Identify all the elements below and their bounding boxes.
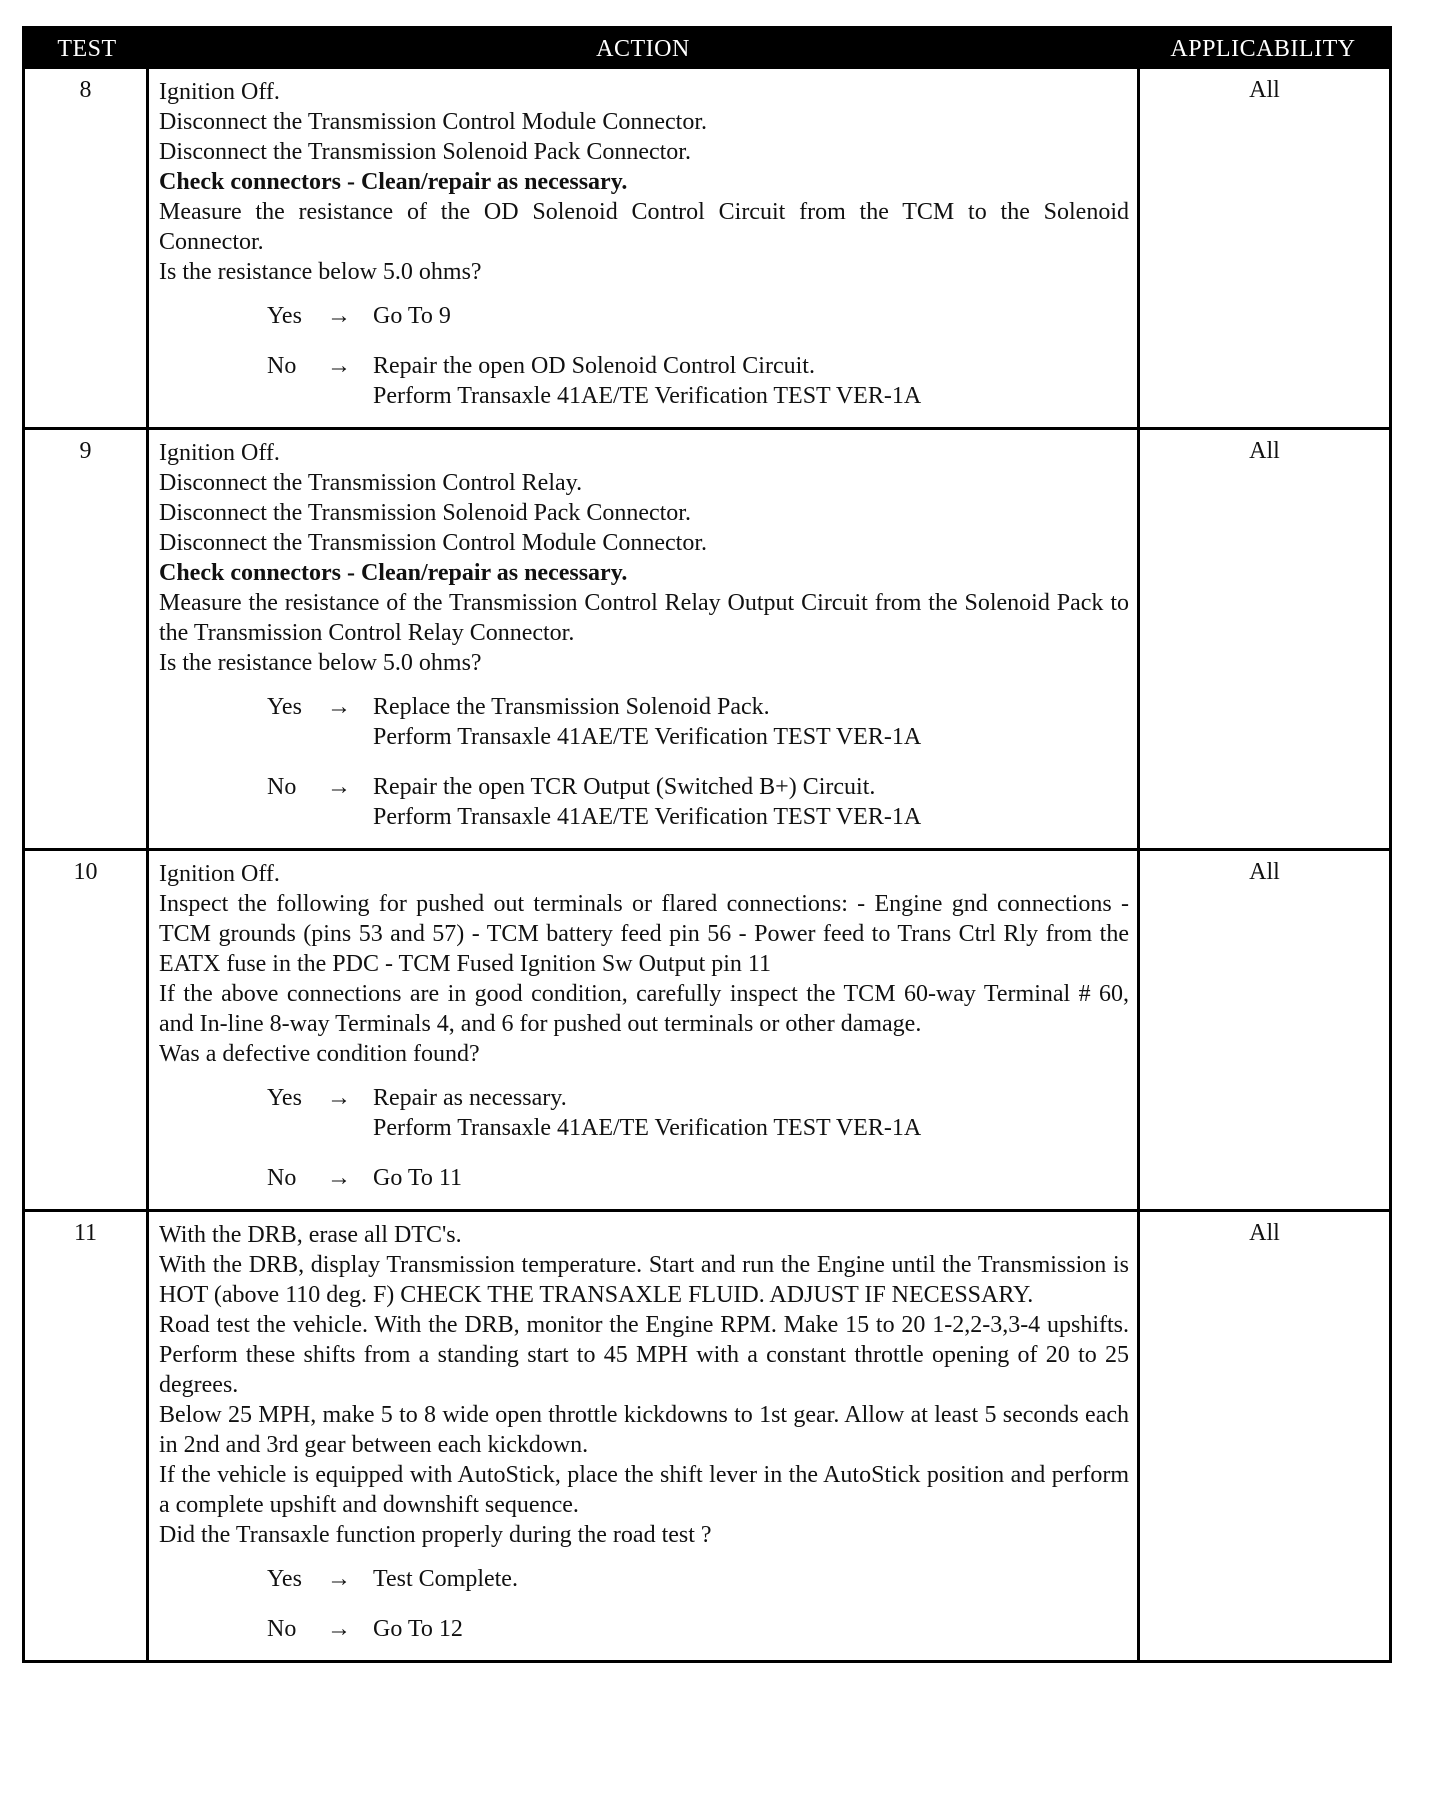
action-cell [149,1212,1137,1660]
test-number: 9 [25,430,149,848]
answer-instruction [373,1564,1129,1594]
action-line: Ignition Off. [159,79,280,105]
answer-instruction-line: Go To 11 [373,1165,462,1191]
answer-option [267,1614,1129,1644]
answer-label: No [267,1616,297,1642]
arrow-right-icon: → [327,1165,351,1191]
action-cell [149,69,1137,427]
answer-label: No [267,353,297,379]
table-row [25,848,1389,1209]
action-line: Inspect the following for pushed out terminals or flared connections: - Engine gnd connections - TCM grounds (pins 53 and 57) - TCM battery feed pin 56 - Power feed to Trans Ctrl Rly from the EATX fuse in the PDC - TCM Fused Ignition Sw Output pin 11 [159,891,1129,977]
answer-instruction [373,1083,1129,1143]
action-note-bold: Check connectors - Clean/repair as necessary. [159,169,628,195]
answer-instruction-line: Go To 12 [373,1616,463,1642]
answer-instruction-line: Repair as necessary. [373,1085,567,1111]
table-header [25,29,1389,69]
action-line: Disconnect the Transmission Control Module Connector. [159,109,707,135]
action-line: If the above connections are in good condition, carefully inspect the TCM 60-way Terminal # 60, and In-line 8-way Terminals 4, and 6 for pushed out terminals or other damage. [159,981,1129,1037]
action-note-bold: Check connectors - Clean/repair as necessary. [159,560,628,586]
answer-option [267,1083,1129,1143]
table-row [25,1209,1389,1660]
test-number: 10 [25,851,149,1209]
diagnostic-test-table [22,26,1392,1663]
arrow-right-icon: → [327,694,351,720]
applicability-value: All [1137,430,1389,848]
action-line: Ignition Off. [159,440,280,466]
applicability-value: All [1137,1212,1389,1660]
answer-option [267,692,1129,752]
action-line: Was a defective condition found? [159,1041,480,1067]
answer-instruction [373,692,1129,752]
answer-instruction-line: Perform Transaxle 41AE/TE Verification TEST VER-1A [373,724,922,750]
answer-instruction-line: Perform Transaxle 41AE/TE Verification TEST VER-1A [373,383,922,409]
answer-label: Yes [267,303,302,329]
answer-label: Yes [267,694,302,720]
action-line: With the DRB, display Transmission temperature. Start and run the Engine until the Transmission is HOT (above 110 deg. F) CHECK THE TRANSAXLE FLUID. ADJUST IF NECESSARY. [159,1252,1129,1308]
answer-instruction-line: Replace the Transmission Solenoid Pack. [373,694,770,720]
arrow-right-icon: → [327,1566,351,1592]
applicability-value: All [1137,851,1389,1209]
header-applicability: APPLICABILITY [1170,35,1356,62]
action-line: Did the Transaxle function properly during the road test ? [159,1522,712,1548]
answer-list [159,301,1129,419]
arrow-right-icon: → [327,303,351,329]
answer-list [159,1083,1129,1201]
action-line: Disconnect the Transmission Control Relay. [159,470,583,496]
answer-instruction [373,351,1129,411]
answer-label: Yes [267,1566,302,1592]
arrow-right-icon: → [327,1616,351,1642]
arrow-right-icon: → [327,1085,351,1111]
action-line: Disconnect the Transmission Control Module Connector. [159,530,707,556]
answer-label: No [267,774,297,800]
answer-option [267,351,1129,411]
answer-instruction [373,772,1129,832]
action-line: Ignition Off. [159,861,280,887]
answer-instruction [373,1614,1129,1644]
answer-option [267,1163,1129,1193]
action-cell [149,430,1137,848]
answer-instruction-line: Repair the open OD Solenoid Control Circuit. [373,353,815,379]
action-line: Is the resistance below 5.0 ohms? [159,650,482,676]
header-test: TEST [57,35,117,62]
arrow-right-icon: → [327,774,351,800]
answer-list [159,692,1129,840]
header-action: ACTION [596,35,690,62]
answer-list [159,1564,1129,1652]
action-line: With the DRB, erase all DTC's. [159,1222,462,1248]
action-line: Disconnect the Transmission Solenoid Pack Connector. [159,500,691,526]
table-body [25,69,1389,1660]
table-row [25,427,1389,848]
action-line: Is the resistance below 5.0 ohms? [159,259,482,285]
answer-option [267,772,1129,832]
arrow-right-icon: → [327,353,351,379]
action-cell [149,851,1137,1209]
answer-instruction [373,1163,1129,1193]
answer-instruction-line: Perform Transaxle 41AE/TE Verification TEST VER-1A [373,804,922,830]
action-line: Disconnect the Transmission Solenoid Pack Connector. [159,139,691,165]
action-line: If the vehicle is equipped with AutoStick, place the shift lever in the AutoStick position and perform a complete upshift and downshift sequence. [159,1462,1129,1518]
test-number: 11 [25,1212,149,1660]
answer-instruction-line: Perform Transaxle 41AE/TE Verification TEST VER-1A [373,1115,922,1141]
answer-option [267,1564,1129,1594]
action-line: Below 25 MPH, make 5 to 8 wide open throttle kickdowns to 1st gear. Allow at least 5 seconds each in 2nd and 3rd gear between each kickdown. [159,1402,1129,1458]
action-line: Measure the resistance of the Transmission Control Relay Output Circuit from the Solenoid Pack to the Transmission Control Relay Connector. [159,590,1129,646]
action-line: Measure the resistance of the OD Solenoid Control Circuit from the TCM to the Solenoid Connector. [159,199,1129,255]
action-line: Road test the vehicle. With the DRB, monitor the Engine RPM. Make 15 to 20 1-2,2-3,3-4 upshifts. Perform these shifts from a standing start to 45 MPH with a constant throttle opening of 20 to 25 degrees. [159,1312,1129,1398]
answer-instruction-line: Repair the open TCR Output (Switched B+) Circuit. [373,774,876,800]
answer-instruction-line: Test Complete. [373,1566,518,1592]
answer-label: No [267,1165,297,1191]
test-number: 8 [25,69,149,427]
table-row [25,69,1389,427]
answer-instruction [373,301,1129,331]
applicability-value: All [1137,69,1389,427]
answer-option [267,301,1129,331]
answer-instruction-line: Go To 9 [373,303,451,329]
answer-label: Yes [267,1085,302,1111]
